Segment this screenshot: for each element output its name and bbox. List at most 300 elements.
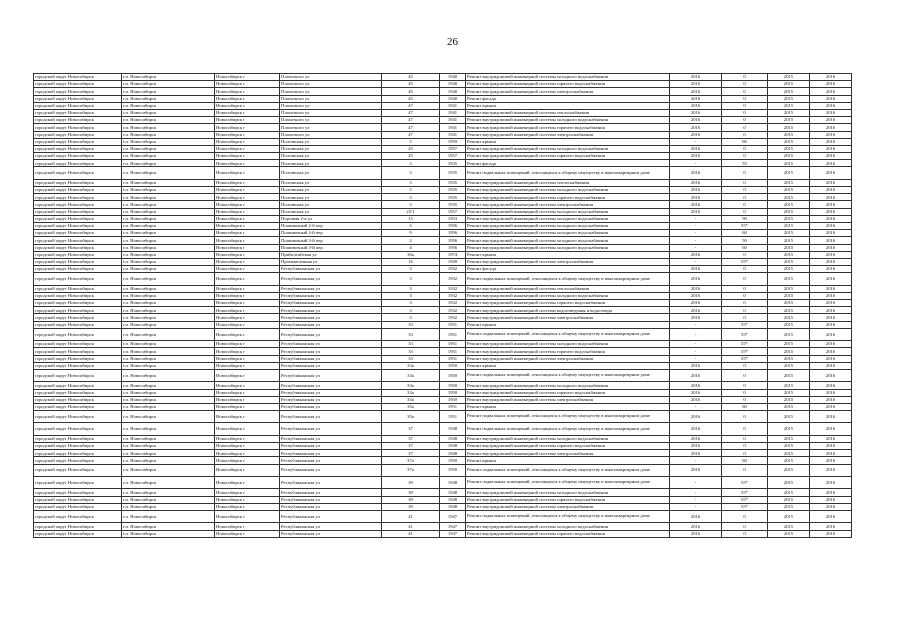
table-row xyxy=(34,496,852,503)
cell-period-start: 2015 xyxy=(768,153,810,160)
cell-municipality: городской округ Новосибирск xyxy=(34,411,122,423)
cell-house-number: 37 xyxy=(382,450,440,457)
cell-municipality: городской округ Новосибирск xyxy=(34,201,122,208)
cell-period-start: 2015 xyxy=(768,230,810,237)
cell-work-type: Ремонт внутридомовой инженерной системы горячего водоснабжения xyxy=(466,81,670,88)
cell-planned-year: 2016 xyxy=(670,81,722,88)
cell-settlement: г.п. Новосибирск xyxy=(122,201,215,208)
cell-city: Новосибирск г xyxy=(215,530,280,537)
cell-period-start: 2015 xyxy=(768,423,810,435)
cell-period-end: 2016 xyxy=(810,187,852,194)
cell-work-type: Ремонт внутридомовой инженерной системы электроснабжения xyxy=(466,450,670,457)
cell-year-built: 1948 xyxy=(440,423,466,435)
cell-period-end: 2016 xyxy=(810,443,852,450)
cell-period-end: 2016 xyxy=(810,464,852,476)
cell-planned-year: 2016 xyxy=(670,95,722,102)
cell-settlement: г.п. Новосибирск xyxy=(122,194,215,201)
cell-planned-year: 2016 xyxy=(670,411,722,423)
page-number: 26 xyxy=(447,36,458,48)
cell-city: Новосибирск г xyxy=(215,131,280,138)
cell-city: Новосибирск г xyxy=(215,307,280,314)
cell-wear-percent: 0 xyxy=(722,523,768,530)
cell-settlement: г.п. Новосибирск xyxy=(122,403,215,410)
cell-period-start: 2015 xyxy=(768,464,810,476)
cell-municipality: городской округ Новосибирск xyxy=(34,307,122,314)
cell-period-start: 2015 xyxy=(768,208,810,215)
cell-period-end: 2016 xyxy=(810,503,852,510)
cell-wear-percent: 60 xyxy=(722,244,768,251)
cell-city: Новосибирск г xyxy=(215,435,280,442)
table-row xyxy=(34,258,852,265)
cell-settlement: г.п. Новосибирск xyxy=(122,496,215,503)
cell-wear-percent: 60 xyxy=(722,403,768,410)
cell-period-end: 2016 xyxy=(810,396,852,403)
cell-work-type: Ремонт внутридомовой инженерной системы горячего водоснабжения xyxy=(466,496,670,503)
cell-street: Полтавская ул xyxy=(280,138,382,145)
cell-period-start: 2015 xyxy=(768,403,810,410)
cell-period-end: 2016 xyxy=(810,285,852,292)
cell-work-type: Ремонт крыши xyxy=(466,138,670,145)
cell-year-built: 1950 xyxy=(440,369,466,381)
cell-planned-year: - xyxy=(670,496,722,503)
cell-period-start: 2015 xyxy=(768,457,810,464)
cell-municipality: городской округ Новосибирск xyxy=(34,510,122,522)
cell-period-start: 2015 xyxy=(768,215,810,222)
cell-wear-percent: 55* xyxy=(722,503,768,510)
cell-work-type: Ремонт внутридомовой инженерной системы холодного водоснабжения xyxy=(466,382,670,389)
cell-period-end: 2016 xyxy=(810,109,852,116)
cell-period-end: 2016 xyxy=(810,124,852,131)
cell-planned-year: 2016 xyxy=(670,389,722,396)
cell-year-built: 1947 xyxy=(440,523,466,530)
cell-house-number: 33а xyxy=(382,362,440,369)
cell-year-built: 1957 xyxy=(440,153,466,160)
cell-street: Республиканская ул xyxy=(280,503,382,510)
cell-city: Новосибирск г xyxy=(215,109,280,116)
cell-house-number: 33 xyxy=(382,341,440,348)
cell-wear-percent: 90 xyxy=(722,215,768,222)
table-row xyxy=(34,95,852,102)
table-row xyxy=(34,88,852,95)
cell-period-end: 2016 xyxy=(810,153,852,160)
cell-house-number: 4 xyxy=(382,244,440,251)
cell-period-start: 2015 xyxy=(768,443,810,450)
cell-period-start: 2015 xyxy=(768,307,810,314)
cell-wear-percent: 0 xyxy=(722,423,768,435)
cell-wear-percent: 0 xyxy=(722,292,768,299)
cell-house-number: 25 xyxy=(382,145,440,152)
cell-year-built: 1950 xyxy=(440,457,466,464)
cell-settlement: г.п. Новосибирск xyxy=(122,530,215,537)
cell-settlement: г.п. Новосибирск xyxy=(122,179,215,186)
table-row xyxy=(34,341,852,348)
cell-street: Республиканская ул xyxy=(280,411,382,423)
cell-house-number: 35а xyxy=(382,411,440,423)
cell-period-end: 2016 xyxy=(810,74,852,81)
cell-house-number: 2 xyxy=(382,237,440,244)
cell-work-type: Ремонт внутридомовой инженерной системы теплоснабжения xyxy=(466,109,670,116)
cell-city: Новосибирск г xyxy=(215,285,280,292)
table-row xyxy=(34,435,852,442)
cell-street: Республиканская ул xyxy=(280,530,382,537)
cell-house-number: 3 xyxy=(382,273,440,285)
cell-year-built: 1941 xyxy=(440,131,466,138)
cell-street: Республиканская ул xyxy=(280,403,382,410)
cell-street: Полтавская ул xyxy=(280,167,382,179)
cell-year-built: 1935 xyxy=(440,167,466,179)
cell-work-type: Ремонт внутридомовой инженерной системы холодного водоснабжения xyxy=(466,489,670,496)
cell-year-built: 1940 xyxy=(440,74,466,81)
cell-planned-year: - xyxy=(670,348,722,355)
cell-wear-percent: 55* xyxy=(722,222,768,229)
cell-planned-year: 2016 xyxy=(670,285,722,292)
cell-street: Полтавская ул xyxy=(280,160,382,167)
cell-street: Плахотного ул xyxy=(280,74,382,81)
cell-settlement: г.п. Новосибирск xyxy=(122,292,215,299)
table-row xyxy=(34,382,852,389)
table-row xyxy=(34,109,852,116)
cell-municipality: городской округ Новосибирск xyxy=(34,382,122,389)
cell-wear-percent: 55* xyxy=(722,341,768,348)
cell-period-end: 2016 xyxy=(810,160,852,167)
cell-settlement: г.п. Новосибирск xyxy=(122,167,215,179)
cell-city: Новосибирск г xyxy=(215,266,280,273)
cell-city: Новосибирск г xyxy=(215,167,280,179)
cell-period-end: 2016 xyxy=(810,423,852,435)
cell-period-end: 2016 xyxy=(810,450,852,457)
cell-wear-percent: 60 xyxy=(722,230,768,237)
cell-period-end: 2016 xyxy=(810,208,852,215)
cell-municipality: городской округ Новосибирск xyxy=(34,292,122,299)
cell-work-type: Ремонт внутридомовой инженерной системы холодного водоснабжения xyxy=(466,523,670,530)
cell-settlement: г.п. Новосибирск xyxy=(122,314,215,321)
cell-house-number: 3 xyxy=(382,266,440,273)
cell-municipality: городской округ Новосибирск xyxy=(34,530,122,537)
cell-planned-year: 2016 xyxy=(670,102,722,109)
cell-period-start: 2015 xyxy=(768,117,810,124)
cell-work-type: Ремонт подвальных помещений, относящихся к общему имуществу в многоквартирном доме xyxy=(466,423,670,435)
cell-period-start: 2015 xyxy=(768,382,810,389)
cell-planned-year: 2016 xyxy=(670,510,722,522)
cell-municipality: городской округ Новосибирск xyxy=(34,124,122,131)
cell-period-start: 2015 xyxy=(768,145,810,152)
cell-period-end: 2016 xyxy=(810,145,852,152)
table-row xyxy=(34,292,852,299)
table-row xyxy=(34,102,852,109)
cell-period-end: 2016 xyxy=(810,457,852,464)
cell-year-built: 1950 xyxy=(440,382,466,389)
cell-period-end: 2016 xyxy=(810,95,852,102)
cell-planned-year: - xyxy=(670,215,722,222)
cell-street: Плахотного ул xyxy=(280,124,382,131)
cell-work-type: Ремонт внутридомовой инженерной системы электроснабжения xyxy=(466,201,670,208)
cell-city: Новосибирск г xyxy=(215,403,280,410)
cell-street: Республиканская ул xyxy=(280,435,382,442)
cell-municipality: городской округ Новосибирск xyxy=(34,244,122,251)
cell-municipality: городской округ Новосибирск xyxy=(34,523,122,530)
cell-work-type: Ремонт внутридомовой инженерной системы электроснабжения xyxy=(466,131,670,138)
cell-wear-percent: 55* xyxy=(722,258,768,265)
cell-house-number: 3 xyxy=(382,167,440,179)
cell-planned-year: 2016 xyxy=(670,124,722,131)
cell-year-built: 1948 xyxy=(440,443,466,450)
cell-settlement: г.п. Новосибирск xyxy=(122,273,215,285)
table-row xyxy=(34,81,852,88)
cell-work-type: Ремонт внутридомовой инженерной системы холодного водоснабжения xyxy=(466,145,670,152)
cell-city: Новосибирск г xyxy=(215,489,280,496)
cell-wear-percent: 0 xyxy=(722,187,768,194)
cell-planned-year: - xyxy=(670,222,722,229)
cell-street: Республиканская ул xyxy=(280,443,382,450)
cell-wear-percent: 0 xyxy=(722,102,768,109)
cell-period-start: 2015 xyxy=(768,348,810,355)
cell-settlement: г.п. Новосибирск xyxy=(122,124,215,131)
cell-house-number: 33 xyxy=(382,348,440,355)
cell-municipality: городской округ Новосибирск xyxy=(34,258,122,265)
cell-settlement: г.п. Новосибирск xyxy=(122,244,215,251)
cell-period-end: 2016 xyxy=(810,258,852,265)
cell-planned-year: 2016 xyxy=(670,201,722,208)
table-row xyxy=(34,201,852,208)
cell-period-end: 2016 xyxy=(810,167,852,179)
cell-period-start: 2015 xyxy=(768,503,810,510)
cell-settlement: г.п. Новосибирск xyxy=(122,74,215,81)
cell-settlement: г.п. Новосибирск xyxy=(122,464,215,476)
cell-municipality: городской округ Новосибирск xyxy=(34,314,122,321)
cell-period-start: 2015 xyxy=(768,237,810,244)
cell-wear-percent: 55* xyxy=(722,489,768,496)
cell-house-number: 3 xyxy=(382,160,440,167)
table-row xyxy=(34,230,852,237)
cell-period-end: 2016 xyxy=(810,215,852,222)
cell-period-end: 2016 xyxy=(810,244,852,251)
cell-house-number: 37а xyxy=(382,464,440,476)
cell-street: Республиканская ул xyxy=(280,362,382,369)
cell-house-number: 37а xyxy=(382,457,440,464)
cell-house-number: 25 xyxy=(382,153,440,160)
cell-work-type: Ремонт внутридомовой инженерной системы холодного водоснабжения xyxy=(466,237,670,244)
cell-municipality: городской округ Новосибирск xyxy=(34,321,122,328)
cell-planned-year: 2016 xyxy=(670,251,722,258)
cell-work-type: Ремонт подвальных помещений, относящихся к общему имуществу в многоквартирном доме xyxy=(466,476,670,488)
cell-planned-year: 2016 xyxy=(670,300,722,307)
table-row xyxy=(34,215,852,222)
cell-year-built: 1948 xyxy=(440,489,466,496)
cell-period-start: 2015 xyxy=(768,328,810,340)
cell-settlement: г.п. Новосибирск xyxy=(122,523,215,530)
cell-period-end: 2016 xyxy=(810,251,852,258)
cell-work-type: Ремонт внутридомовой инженерной системы электроснабжения xyxy=(466,88,670,95)
cell-period-end: 2016 xyxy=(810,411,852,423)
cell-settlement: г.п. Новосибирск xyxy=(122,362,215,369)
table-row xyxy=(34,328,852,340)
cell-year-built: 1953 xyxy=(440,215,466,222)
cell-city: Новосибирск г xyxy=(215,179,280,186)
cell-city: Новосибирск г xyxy=(215,230,280,237)
cell-year-built: 1956 xyxy=(440,244,466,251)
cell-wear-percent: 55* xyxy=(722,476,768,488)
cell-city: Новосибирск г xyxy=(215,258,280,265)
cell-wear-percent: 0 xyxy=(722,530,768,537)
cell-city: Новосибирск г xyxy=(215,348,280,355)
cell-house-number: 39 xyxy=(382,496,440,503)
cell-wear-percent: 55* xyxy=(722,496,768,503)
cell-period-end: 2016 xyxy=(810,341,852,348)
cell-settlement: г.п. Новосибирск xyxy=(122,222,215,229)
cell-wear-percent: 0 xyxy=(722,167,768,179)
cell-city: Новосибирск г xyxy=(215,423,280,435)
cell-period-end: 2016 xyxy=(810,328,852,340)
cell-wear-percent: 0 xyxy=(722,145,768,152)
cell-wear-percent: 0 xyxy=(722,362,768,369)
cell-work-type: Ремонт внутридомовой инженерной системы холодного водоснабжения xyxy=(466,187,670,194)
table-row xyxy=(34,285,852,292)
cell-house-number: 3 xyxy=(382,201,440,208)
table-row xyxy=(34,503,852,510)
cell-municipality: городской округ Новосибирск xyxy=(34,362,122,369)
table-row xyxy=(34,530,852,537)
cell-city: Новосибирск г xyxy=(215,510,280,522)
cell-year-built: 1940 xyxy=(440,81,466,88)
cell-house-number: 47 xyxy=(382,102,440,109)
cell-city: Новосибирск г xyxy=(215,476,280,488)
cell-year-built: 1951 xyxy=(440,348,466,355)
table-row xyxy=(34,187,852,194)
cell-settlement: г.п. Новосибирск xyxy=(122,187,215,194)
cell-planned-year: 2016 xyxy=(670,167,722,179)
cell-planned-year: - xyxy=(670,489,722,496)
table-row xyxy=(34,222,852,229)
cell-settlement: г.п. Новосибирск xyxy=(122,230,215,237)
cell-year-built: 1949 xyxy=(440,258,466,265)
cell-planned-year: 2016 xyxy=(670,530,722,537)
cell-street: Республиканская ул xyxy=(280,382,382,389)
cell-city: Новосибирск г xyxy=(215,88,280,95)
cell-period-end: 2016 xyxy=(810,292,852,299)
cell-house-number: 16 xyxy=(382,258,440,265)
cell-house-number: 3 xyxy=(382,187,440,194)
cell-wear-percent: 0 xyxy=(722,208,768,215)
cell-settlement: г.п. Новосибирск xyxy=(122,208,215,215)
cell-municipality: городской округ Новосибирск xyxy=(34,131,122,138)
table-row xyxy=(34,348,852,355)
cell-house-number: 3 xyxy=(382,307,440,314)
cell-period-start: 2015 xyxy=(768,95,810,102)
cell-period-end: 2016 xyxy=(810,201,852,208)
cell-planned-year: - xyxy=(670,503,722,510)
cell-house-number: 25/1 xyxy=(382,208,440,215)
cell-work-type: Ремонт внутридомовой инженерной системы холодного водоснабжения xyxy=(466,435,670,442)
cell-municipality: городской округ Новосибирск xyxy=(34,396,122,403)
cell-year-built: 1935 xyxy=(440,201,466,208)
cell-year-built: 1974 xyxy=(440,251,466,258)
cell-wear-percent: 0 xyxy=(722,251,768,258)
cell-municipality: городской округ Новосибирск xyxy=(34,74,122,81)
table-row xyxy=(34,403,852,410)
cell-house-number: 9 xyxy=(382,230,440,237)
cell-period-end: 2016 xyxy=(810,355,852,362)
cell-street: Республиканская ул xyxy=(280,396,382,403)
cell-municipality: городской округ Новосибирск xyxy=(34,389,122,396)
cell-settlement: г.п. Новосибирск xyxy=(122,160,215,167)
cell-period-end: 2016 xyxy=(810,496,852,503)
cell-street: Плахотного ул xyxy=(280,102,382,109)
cell-municipality: городской округ Новосибирск xyxy=(34,230,122,237)
cell-year-built: 1950 xyxy=(440,362,466,369)
cell-work-type: Ремонт подвальных помещений, относящихся к общему имуществу в многоквартирном доме xyxy=(466,167,670,179)
cell-house-number: 39 xyxy=(382,489,440,496)
table-row xyxy=(34,266,852,273)
cell-city: Новосибирск г xyxy=(215,208,280,215)
cell-city: Новосибирск г xyxy=(215,328,280,340)
cell-year-built: 1932 xyxy=(440,285,466,292)
cell-year-built: 1951 xyxy=(440,328,466,340)
cell-year-built: 1956 xyxy=(440,230,466,237)
cell-settlement: г.п. Новосибирск xyxy=(122,300,215,307)
cell-wear-percent: 0 xyxy=(722,153,768,160)
cell-planned-year: - xyxy=(670,403,722,410)
cell-city: Новосибирск г xyxy=(215,396,280,403)
cell-wear-percent: 50 xyxy=(722,237,768,244)
cell-street: Республиканская ул xyxy=(280,389,382,396)
cell-work-type: Ремонт внутридомовой инженерной системы электроснабжения xyxy=(466,258,670,265)
cell-street: Прибалтийская ул xyxy=(280,251,382,258)
cell-city: Новосибирск г xyxy=(215,389,280,396)
cell-period-start: 2015 xyxy=(768,510,810,522)
cell-year-built: 1951 xyxy=(440,403,466,410)
table-row xyxy=(34,464,852,476)
cell-municipality: городской округ Новосибирск xyxy=(34,251,122,258)
cell-municipality: городской округ Новосибирск xyxy=(34,273,122,285)
cell-house-number: 45 xyxy=(382,81,440,88)
cell-work-type: Ремонт внутридомовой инженерной системы горячего водоснабжения xyxy=(466,153,670,160)
cell-work-type: Ремонт крыши xyxy=(466,321,670,328)
cell-period-start: 2015 xyxy=(768,160,810,167)
cell-planned-year: 2016 xyxy=(670,194,722,201)
cell-settlement: г.п. Новосибирск xyxy=(122,489,215,496)
cell-year-built: 1957 xyxy=(440,208,466,215)
cell-period-end: 2016 xyxy=(810,222,852,229)
cell-period-start: 2015 xyxy=(768,88,810,95)
repair-schedule-table xyxy=(33,73,852,538)
cell-street: Плахотного ул xyxy=(280,117,382,124)
cell-period-start: 2015 xyxy=(768,285,810,292)
cell-street: Республиканская ул xyxy=(280,300,382,307)
cell-settlement: г.п. Новосибирск xyxy=(122,266,215,273)
cell-city: Новосибирск г xyxy=(215,443,280,450)
table-row xyxy=(34,321,852,328)
cell-planned-year: 2016 xyxy=(670,435,722,442)
cell-city: Новосибирск г xyxy=(215,222,280,229)
cell-settlement: г.п. Новосибирск xyxy=(122,382,215,389)
cell-municipality: городской округ Новосибирск xyxy=(34,95,122,102)
cell-street: Пошивочный 2-й пер xyxy=(280,222,382,229)
cell-settlement: г.п. Новосибирск xyxy=(122,307,215,314)
cell-settlement: г.п. Новосибирск xyxy=(122,510,215,522)
cell-wear-percent: 0 xyxy=(722,389,768,396)
cell-street: Республиканская ул xyxy=(280,476,382,488)
cell-street: Республиканская ул xyxy=(280,273,382,285)
cell-municipality: городской округ Новосибирск xyxy=(34,300,122,307)
cell-planned-year: 2016 xyxy=(670,523,722,530)
cell-city: Новосибирск г xyxy=(215,153,280,160)
cell-wear-percent: 0 xyxy=(722,369,768,381)
cell-year-built: 1948 xyxy=(440,476,466,488)
cell-house-number: 30а xyxy=(382,251,440,258)
cell-work-type: Ремонт внутридомовой инженерной системы теплоснабжения xyxy=(466,285,670,292)
cell-period-start: 2015 xyxy=(768,314,810,321)
cell-planned-year: 2016 xyxy=(670,423,722,435)
